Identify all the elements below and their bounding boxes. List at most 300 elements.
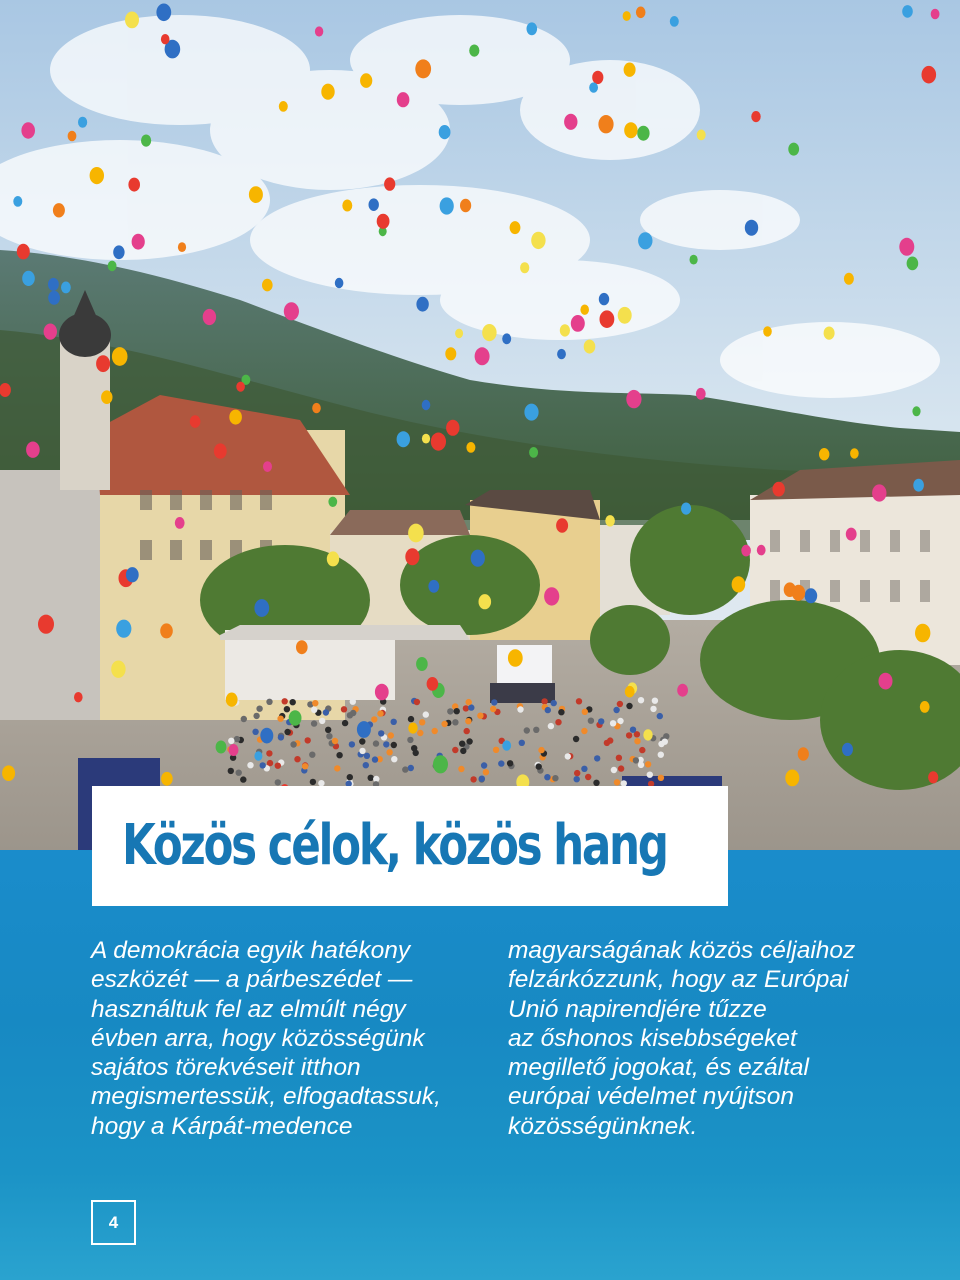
- person: [541, 698, 547, 704]
- person: [594, 755, 600, 761]
- person: [573, 736, 579, 742]
- balloon: [446, 420, 459, 436]
- person: [576, 698, 582, 704]
- person: [536, 763, 542, 769]
- person: [464, 728, 470, 734]
- person: [552, 775, 558, 781]
- balloon: [600, 310, 615, 328]
- balloon: [560, 324, 570, 336]
- person: [657, 713, 663, 719]
- person: [347, 774, 353, 780]
- balloon: [96, 355, 110, 372]
- balloon: [912, 406, 920, 416]
- person: [260, 762, 266, 768]
- balloon: [677, 684, 688, 697]
- balloon: [931, 9, 940, 20]
- balloon: [913, 479, 924, 492]
- person: [368, 775, 374, 781]
- balloon: [697, 130, 706, 141]
- balloon: [592, 71, 603, 84]
- body-line: magyarságának közös céljaihoz: [508, 937, 856, 964]
- person: [519, 740, 525, 746]
- balloon: [262, 279, 273, 292]
- person: [408, 716, 414, 722]
- balloon: [216, 741, 227, 754]
- person: [408, 765, 414, 771]
- person: [391, 719, 397, 725]
- balloon: [369, 198, 379, 211]
- person: [336, 752, 342, 758]
- balloon: [260, 728, 273, 744]
- person: [650, 706, 656, 712]
- person: [626, 732, 632, 738]
- balloon: [357, 721, 371, 738]
- balloon: [44, 324, 57, 340]
- person: [383, 741, 389, 747]
- balloon: [249, 186, 263, 203]
- body-text-left: [91, 936, 441, 1141]
- balloon: [422, 434, 430, 444]
- balloon: [690, 255, 698, 265]
- balloon: [763, 326, 772, 336]
- balloon: [2, 765, 15, 781]
- balloon: [844, 273, 854, 285]
- person: [236, 770, 242, 776]
- balloon: [17, 244, 30, 260]
- balloon: [236, 382, 245, 392]
- person: [284, 706, 290, 712]
- balloon: [13, 196, 22, 207]
- body-line: megillető jogokat, és ezáltal: [508, 1054, 809, 1082]
- person: [652, 698, 658, 704]
- person: [658, 775, 664, 781]
- person: [277, 716, 283, 722]
- balloon: [907, 257, 919, 271]
- balloon: [624, 62, 636, 76]
- person: [460, 748, 466, 754]
- balloon: [798, 747, 809, 760]
- balloon: [469, 45, 479, 57]
- balloon: [850, 448, 859, 458]
- balloon: [502, 333, 511, 344]
- balloon: [141, 135, 151, 147]
- person: [377, 710, 383, 716]
- person: [498, 760, 504, 766]
- person: [388, 732, 394, 738]
- person: [372, 756, 378, 762]
- balloon: [732, 576, 746, 592]
- balloon: [433, 755, 448, 773]
- person: [228, 738, 234, 744]
- balloon: [408, 723, 417, 734]
- balloon: [564, 114, 577, 130]
- balloon: [455, 329, 463, 339]
- person: [359, 738, 365, 744]
- balloon: [879, 673, 893, 690]
- balloon: [161, 772, 173, 786]
- balloon: [397, 431, 410, 447]
- balloon: [48, 278, 59, 291]
- person: [247, 762, 253, 768]
- person: [275, 763, 281, 769]
- person: [432, 728, 438, 734]
- balloon: [482, 324, 496, 341]
- person: [490, 706, 496, 712]
- body-line: az őshonos kisebbségeket: [508, 1024, 797, 1052]
- person: [468, 704, 474, 710]
- person: [616, 755, 622, 761]
- body-line: A demokrácia egyik hatékony: [91, 937, 411, 964]
- balloon: [315, 26, 323, 36]
- balloon: [544, 587, 559, 605]
- balloon: [623, 11, 631, 21]
- person: [417, 730, 423, 736]
- person: [544, 774, 550, 780]
- balloon: [805, 588, 818, 603]
- person: [326, 733, 332, 739]
- person: [349, 741, 355, 747]
- person: [630, 727, 636, 733]
- person: [373, 740, 379, 746]
- person: [240, 776, 246, 782]
- person: [253, 713, 259, 719]
- balloon: [61, 282, 71, 294]
- person: [491, 699, 497, 705]
- person: [647, 772, 653, 778]
- body-line: hogy a Kárpát-medence: [91, 1112, 353, 1140]
- balloon: [284, 302, 299, 320]
- balloon: [872, 484, 886, 501]
- person: [234, 736, 240, 742]
- person: [359, 748, 365, 754]
- person: [565, 753, 571, 759]
- body-line: megismertessük, elfogadtassuk,: [91, 1083, 441, 1111]
- person: [548, 723, 554, 729]
- person: [458, 766, 464, 772]
- person: [558, 709, 564, 715]
- person: [465, 718, 471, 724]
- person: [607, 737, 613, 743]
- person: [598, 718, 604, 724]
- balloon: [229, 410, 242, 425]
- balloon: [479, 594, 492, 609]
- balloon: [26, 442, 40, 458]
- balloon: [125, 12, 139, 29]
- balloon: [475, 347, 490, 365]
- person: [533, 727, 539, 733]
- balloon: [415, 59, 431, 78]
- balloon: [696, 388, 706, 400]
- balloon: [203, 309, 216, 325]
- person: [228, 768, 234, 774]
- balloon: [741, 545, 751, 557]
- balloon: [773, 482, 785, 497]
- person: [319, 718, 325, 724]
- person: [477, 713, 483, 719]
- person: [364, 753, 370, 759]
- balloon: [126, 567, 139, 582]
- person: [310, 779, 316, 785]
- title-box: [92, 786, 728, 906]
- body-line: évben arra, hogy közösségünk: [91, 1024, 425, 1052]
- person: [241, 716, 247, 722]
- balloon: [108, 261, 117, 272]
- person: [341, 706, 347, 712]
- person: [371, 716, 377, 722]
- balloon: [74, 692, 83, 702]
- page-number: 4: [108, 1212, 119, 1232]
- person: [479, 776, 485, 782]
- person: [294, 756, 300, 762]
- balloon: [842, 743, 853, 756]
- person: [538, 747, 544, 753]
- body-line: közösségünknek.: [508, 1112, 698, 1140]
- balloon: [22, 271, 35, 286]
- person: [452, 747, 458, 753]
- balloon: [445, 347, 456, 360]
- balloon: [636, 7, 646, 19]
- person: [282, 698, 288, 704]
- person: [342, 720, 348, 726]
- person: [582, 709, 588, 715]
- person: [545, 707, 551, 713]
- person: [613, 707, 619, 713]
- balloon: [922, 66, 937, 84]
- balloon: [902, 5, 913, 18]
- person: [617, 701, 623, 707]
- balloon: [160, 623, 173, 638]
- person: [419, 719, 425, 725]
- balloon: [312, 403, 321, 413]
- balloon: [128, 178, 140, 192]
- balloon: [556, 518, 568, 532]
- body-text-right: [508, 936, 855, 1141]
- person: [363, 762, 369, 768]
- balloon: [175, 517, 185, 529]
- person: [452, 719, 458, 725]
- balloon: [254, 751, 262, 761]
- person: [639, 747, 645, 753]
- person: [459, 741, 465, 747]
- balloon: [53, 203, 65, 217]
- balloon: [788, 143, 799, 156]
- balloon: [624, 122, 637, 138]
- person: [391, 756, 397, 762]
- balloon: [113, 245, 124, 259]
- person: [585, 774, 591, 780]
- balloon: [751, 111, 760, 122]
- person: [302, 763, 308, 769]
- balloon: [328, 497, 337, 507]
- person: [610, 720, 616, 726]
- balloon: [899, 238, 914, 256]
- balloon: [440, 197, 454, 214]
- balloon: [405, 548, 419, 565]
- balloon: [625, 686, 635, 698]
- balloon: [527, 22, 538, 35]
- person: [266, 750, 272, 756]
- balloon: [580, 305, 589, 315]
- page-title: Közös célok, közös hang: [122, 813, 667, 878]
- balloon: [190, 415, 201, 428]
- balloon: [422, 400, 431, 410]
- balloon: [439, 125, 451, 139]
- person: [290, 699, 296, 705]
- balloon: [466, 442, 475, 453]
- balloon: [408, 524, 424, 543]
- person: [524, 727, 530, 733]
- balloon: [510, 221, 521, 234]
- person: [414, 699, 420, 705]
- balloon: [111, 661, 125, 678]
- balloon: [375, 684, 389, 701]
- balloon: [520, 262, 529, 273]
- balloon: [21, 122, 35, 138]
- balloon: [915, 624, 930, 643]
- person: [618, 765, 624, 771]
- balloon: [296, 640, 308, 654]
- balloon: [156, 4, 171, 22]
- person: [266, 699, 272, 705]
- person: [611, 767, 617, 773]
- person: [493, 747, 499, 753]
- balloon: [428, 580, 439, 593]
- person: [555, 719, 561, 725]
- person: [470, 776, 476, 782]
- balloon: [460, 199, 471, 212]
- balloon: [90, 167, 104, 184]
- balloon: [226, 693, 238, 707]
- balloon: [920, 701, 930, 713]
- person: [614, 779, 620, 785]
- person: [634, 738, 640, 744]
- person: [334, 765, 340, 771]
- person: [311, 720, 317, 726]
- balloon: [529, 447, 538, 458]
- balloon: [279, 101, 288, 112]
- balloon: [524, 404, 538, 421]
- person: [402, 766, 408, 772]
- body-line: felzárkózzunk, hogy az Európai: [508, 966, 849, 994]
- page-number-box: [91, 1200, 136, 1245]
- balloon: [112, 347, 128, 366]
- person: [386, 749, 392, 755]
- person: [350, 710, 356, 716]
- balloon: [638, 232, 652, 249]
- person: [413, 750, 419, 756]
- balloon: [605, 515, 615, 526]
- person: [284, 729, 290, 735]
- balloon: [599, 293, 609, 305]
- person: [447, 708, 453, 714]
- balloon: [584, 340, 596, 354]
- person: [507, 760, 513, 766]
- person: [662, 739, 668, 745]
- balloon: [48, 291, 60, 305]
- balloon: [626, 390, 641, 408]
- person: [325, 727, 331, 733]
- balloon: [377, 214, 390, 229]
- person: [574, 776, 580, 782]
- person: [633, 757, 639, 763]
- person: [466, 699, 472, 705]
- person: [323, 709, 329, 715]
- balloon: [229, 744, 239, 756]
- person: [391, 742, 397, 748]
- person: [278, 734, 284, 740]
- balloon: [101, 390, 112, 404]
- balloon: [427, 677, 439, 691]
- person: [378, 730, 384, 736]
- person: [407, 737, 413, 743]
- body-line: eszközét — a párbeszédet —: [91, 966, 413, 994]
- balloon: [360, 73, 372, 88]
- balloon: [643, 729, 652, 740]
- person: [626, 703, 632, 709]
- person: [581, 766, 587, 772]
- balloon: [824, 327, 835, 340]
- person: [332, 738, 338, 744]
- person: [350, 699, 356, 705]
- balloon: [321, 84, 334, 100]
- person: [454, 708, 460, 714]
- person: [483, 769, 489, 775]
- balloon: [571, 315, 585, 332]
- person: [463, 705, 469, 711]
- person: [658, 752, 664, 758]
- balloon: [416, 657, 428, 671]
- balloon: [214, 443, 227, 458]
- person: [309, 752, 315, 758]
- balloon: [116, 620, 131, 638]
- balloon: [68, 131, 77, 142]
- balloon: [928, 771, 938, 783]
- person: [423, 711, 429, 717]
- balloon: [342, 200, 352, 212]
- person: [305, 737, 311, 743]
- balloon: [416, 297, 428, 312]
- person: [311, 707, 317, 713]
- balloon: [263, 461, 272, 472]
- person: [481, 762, 487, 768]
- balloon: [785, 770, 799, 787]
- balloon: [598, 115, 613, 133]
- balloon: [254, 599, 269, 617]
- balloon: [757, 545, 766, 556]
- balloon: [637, 126, 649, 141]
- person: [275, 779, 281, 785]
- balloon: [819, 448, 829, 460]
- balloon: [132, 234, 145, 250]
- person: [312, 700, 318, 706]
- balloon: [397, 92, 410, 107]
- person: [551, 700, 557, 706]
- person: [441, 721, 447, 727]
- person: [581, 728, 587, 734]
- balloon: [289, 710, 302, 725]
- balloon: [508, 649, 523, 667]
- balloon: [384, 177, 395, 190]
- balloon: [471, 550, 485, 567]
- body-line: sajátos törekvéseit itthon: [91, 1054, 361, 1082]
- balloon: [161, 34, 170, 44]
- body-line: Unió napirendjére tűzze: [508, 995, 767, 1023]
- balloon: [431, 433, 446, 451]
- person: [517, 706, 523, 712]
- balloon: [531, 232, 545, 249]
- person: [588, 718, 594, 724]
- body-line: európai védelmet nyújtson: [508, 1083, 795, 1111]
